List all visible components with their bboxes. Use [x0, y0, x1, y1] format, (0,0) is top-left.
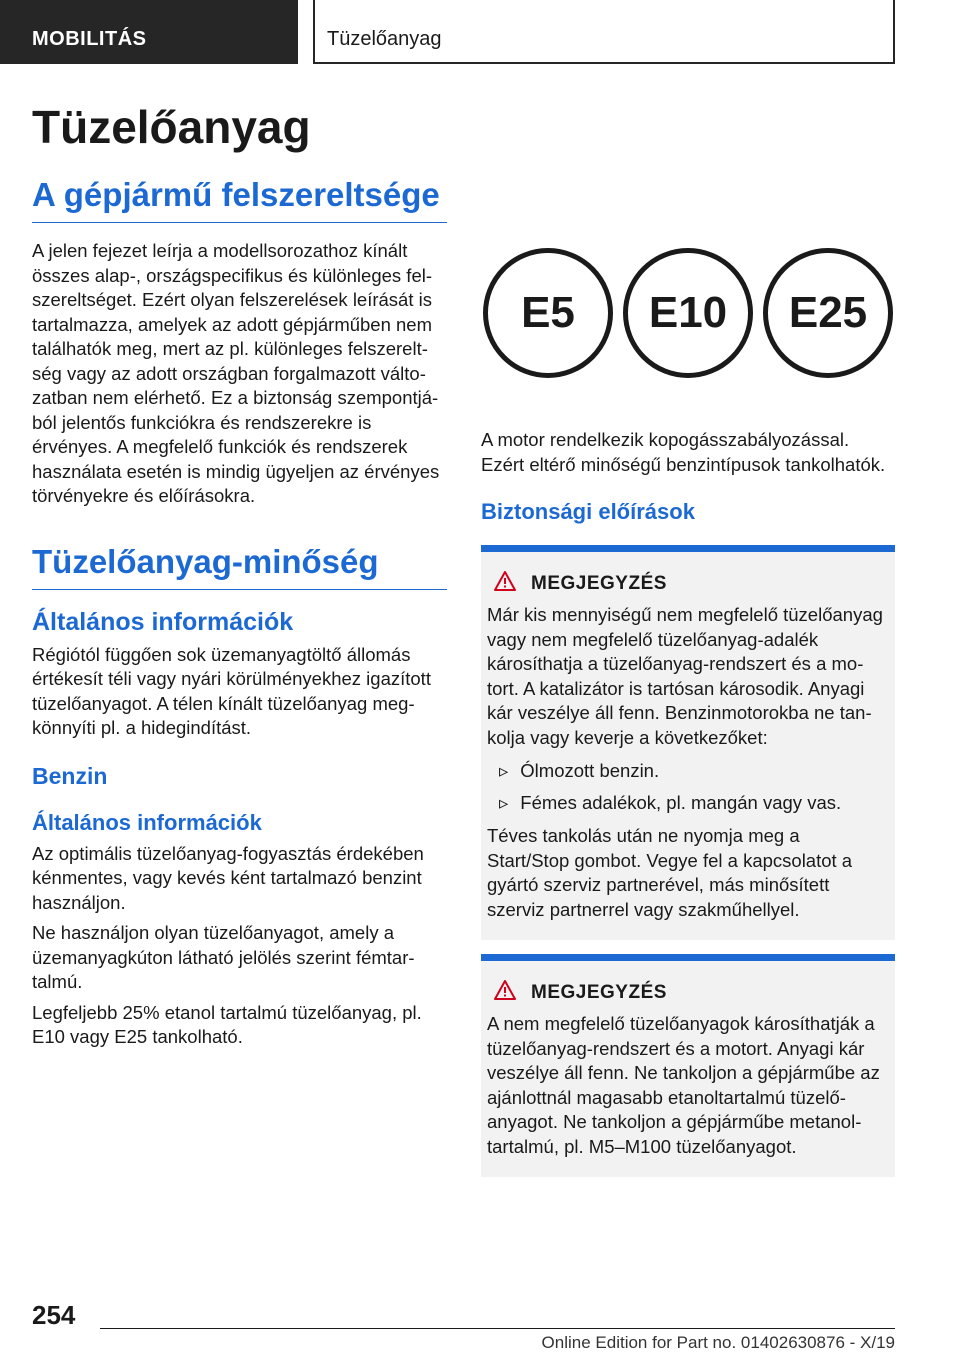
warning-icon	[493, 979, 517, 1006]
warning-icon	[493, 570, 517, 597]
notice-text: A nem megfelelő tüzelőanyagok károsíthatják a tüzelőanyag-rendszert és a motort. Anyagi kár veszélye áll fenn. Ne tankoljon a gépjárműbe az ajánlottnál magasabb etanoltartalmú tüzelőanyagot. Ne tankoljon a gépjárműbe metanoltartalmú, pl. M5–M100 tüzelőanyagot.	[487, 1013, 880, 1157]
notice-header	[487, 979, 887, 1006]
fuel-label-e5: E5	[483, 248, 613, 378]
quality-heading: Tüzelőanyag-minőség	[32, 543, 447, 590]
list-item-text: Fémes adalékok, pl. mangán vagy vas.	[520, 792, 842, 813]
header-section: MOBILITÁS	[0, 0, 298, 64]
notice-box-2	[481, 954, 895, 1177]
benzin-general-heading: Általános információk	[32, 809, 262, 835]
benzin-para-3: Legfeljebb 25% etanol tartalmú tüzelőanyag, pl. E10 vagy E25 tankolható.	[32, 1001, 422, 1047]
footer-divider	[100, 1328, 895, 1329]
notice-title: MEGJEGYZÉS	[531, 572, 667, 594]
triangle-bullet-icon: ▹	[499, 760, 509, 781]
header-chapter: Tüzelőanyag	[313, 0, 895, 64]
fuel-label-e10: E10	[623, 248, 753, 378]
list-item	[487, 760, 887, 782]
knock-text: A motor rendelkezik kopogásszabályozással. Ezért eltérő minőségű benzintípusok tankolhatók.	[481, 429, 886, 475]
benzin-heading: Benzin	[32, 762, 108, 789]
page-number: 254	[32, 1300, 76, 1330]
right-column	[481, 248, 895, 1177]
quality-general-text: Régiótól függően sok üzemanyagtöltő állomás értékesít téli vagy nyári körülményekhez igazított tüzelőanyagot. A télen kínált tüzelőanyag megkönnyíti pl. a hidegindítást.	[32, 643, 431, 738]
fuel-label-e25: E25	[763, 248, 893, 378]
notice-box-1	[481, 545, 895, 940]
notice-text: Már kis mennyiségű nem megfelelő tüzelőanyag vagy nem megfelelő tüzelőanyag-adalék károsíthatja a tüzelőanyag-rendszert és a motort. A katalizátor is tartósan károsodik. Anyagi kár veszélye áll fenn. Benzinmotorokba ne tankolja vagy keverje a következőket:	[487, 604, 883, 748]
equipment-text: A jelen fejezet leírja a modellsorozathoz kínált összes alap-, országspecifikus és különleges felszereltséget. Ezért olyan felszerelések leírását is tartalmazza, amelyek az adott gépjárműben nem találhatók meg, mert az pl. különleges felszereltség vagy az adott országban forgalmazott változatban nem elérhető. Ez a biztonság szempontjából jelentős funkciókra és rendszerekre is érvényes. A megfelelő funkciók és rendszerek használata esetén is mindig ügyeljen az érvényes törvényekre és előírásokra.	[32, 240, 440, 506]
triangle-bullet-icon: ▹	[499, 792, 509, 813]
benzin-para-1: Az optimális tüzelőanyag-fogyasztás érdekében kénmentes, vagy kevés ként tartalmazó benzint használjon.	[32, 842, 424, 913]
list-item-text: Ólmozott benzin.	[520, 760, 660, 781]
equipment-heading: A gépjármű felszereltsége	[32, 176, 447, 223]
benzin-para-2: Ne használjon olyan tüzelőanyagot, amely a üzemanyagkúton látható jelölés szerint fémtartalmú.	[32, 922, 415, 992]
notice-header	[487, 570, 887, 597]
footer-edition: Online Edition for Part no. 01402630876 - X/19	[541, 1333, 895, 1352]
safety-heading: Biztonsági előírások	[481, 499, 695, 524]
page-title: Tüzelőanyag	[32, 101, 311, 153]
quality-general-heading: Általános információk	[32, 607, 294, 636]
notice-after-text: Téves tankolás után ne nyomja meg a Start/Stop gombot. Vegye fel a kapcsolatot a gyártó szerviz partnerével, más minősített szerviz partnerrel vagy szakműhellyel.	[487, 825, 853, 920]
left-column	[32, 100, 447, 1050]
notice-title: MEGJEGYZÉS	[531, 981, 667, 1003]
list-item	[487, 792, 887, 814]
fuel-label-row	[481, 248, 895, 398]
